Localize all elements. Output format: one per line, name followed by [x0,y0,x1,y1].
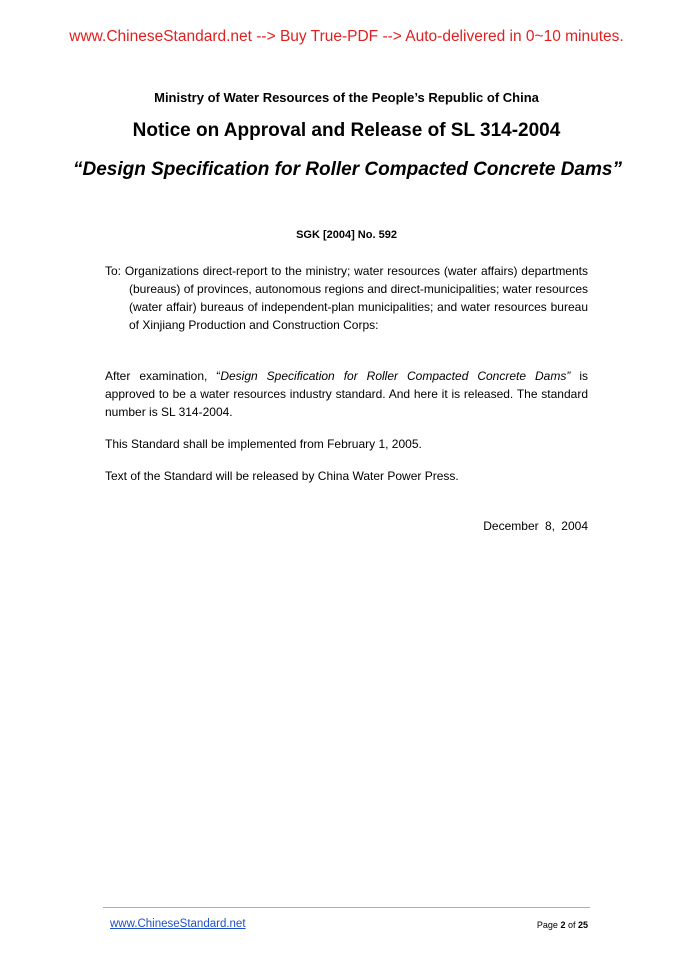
implementation-paragraph: This Standard shall be implemented from February 1, 2005. [105,437,422,451]
document-number: SGK [2004] No. 592 [296,229,397,241]
issue-date: December 8, 2004 [483,519,588,533]
approval-suffix: is approved to be a water resources industry standard. And here it is released. The standard number is SL 314-2004. [105,369,589,419]
notice-title: Notice on Approval and Release of SL 314-2004 [132,120,561,141]
top-banner[interactable]: www.ChineseStandard.net --> Buy True-PDF --> Auto-delivered in 0~10 minutes. [69,28,624,45]
footer-website-link[interactable]: www.ChineseStandard.net [110,918,246,930]
release-paragraph: Text of the Standard will be released by China Water Power Press. [105,469,459,483]
ministry-heading: Ministry of Water Resources of the People’s Republic of China [154,90,539,105]
page-total: 25 [577,920,588,930]
specification-title: “Design Specification for Roller Compacted Concrete Dams” [72,159,622,180]
page-of: of [565,920,578,930]
addressee-paragraph: To: Organizations direct-report to the ministry; water resources (water affairs) departments (bureaus) of provinces, autonomous regions and direct-municipalities; water resources (water affair) bureaus of independent-plan municipalities; and water resources bureau of Xinjiang Production and Construction Corps: [105,264,588,332]
footer-divider [103,907,590,908]
approval-standard-name: Design Specification for Roller Compacted Concrete Dams” [220,369,571,383]
page-number [480,919,588,932]
approval-prefix: After examination, “ [105,369,221,383]
page-prefix: Page [536,920,561,930]
approval-paragraph [105,367,588,421]
page-current: 2 [560,920,566,930]
